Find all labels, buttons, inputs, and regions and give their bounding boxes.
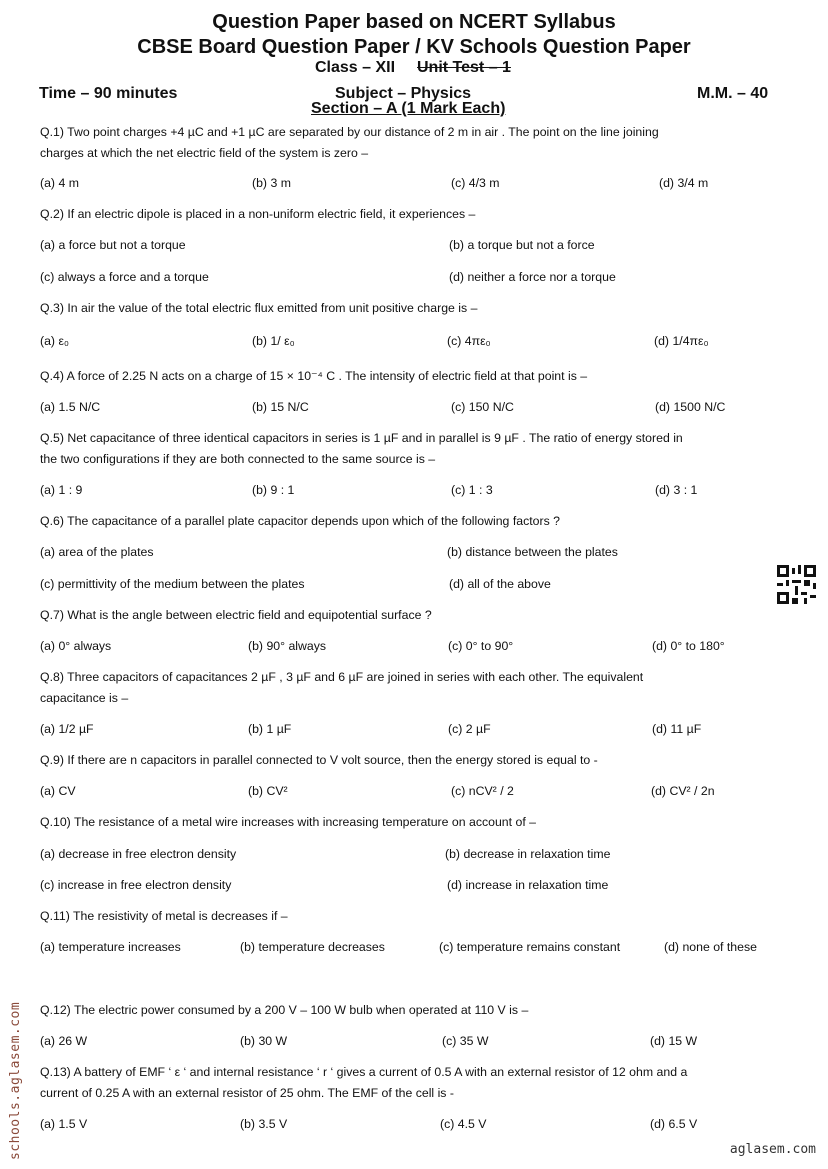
option-d: (d) 6.5 V	[650, 1117, 698, 1131]
option-b: (b) distance between the plates	[447, 545, 618, 559]
option-b: (b) temperature decreases	[240, 940, 385, 954]
option-b: (b) decrease in relaxation time	[445, 847, 611, 861]
option-c: (c) temperature remains constant	[439, 940, 621, 954]
option-c: (c) 35 W	[442, 1034, 489, 1048]
question-text: Q.6) The capacitance of a parallel plate capacitor depends upon which of the following factors ?	[40, 514, 560, 528]
option-b: (b) a torque but not a force	[449, 238, 595, 252]
question-text: Q.5) Net capacitance of three identical capacitors in series is 1 µF and in parallel is 9 µF . The ratio of energy stored in	[40, 431, 683, 445]
option-d: (d) 11 µF	[652, 722, 702, 736]
question-text: the two configurations if they are both connected to the same source is –	[40, 452, 436, 466]
paper-subtitle: CBSE Board Question Paper / KV Schools Question Paper	[137, 36, 691, 58]
option-d: (d) 3/4 m	[659, 176, 709, 190]
option-a: (a) ε₀	[40, 334, 70, 348]
question-text: current of 0.25 A with an external resistor of 25 ohm. The EMF of the cell is -	[40, 1086, 454, 1100]
option-a: (a) CV	[40, 784, 76, 798]
option-b: (b) 3.5 V	[240, 1117, 288, 1131]
option-c: (c) increase in free electron density	[40, 878, 232, 892]
option-b: (b) 1 µF	[248, 722, 292, 736]
option-b: (b) 30 W	[240, 1034, 288, 1048]
option-c: (c) 0° to 90°	[448, 639, 514, 653]
option-c: (c) 4πε₀	[447, 334, 491, 348]
option-c: (c) 150 N/C	[451, 400, 514, 414]
option-c: (c) permittivity of the medium between the plates	[40, 577, 305, 591]
option-a: (a) 4 m	[40, 176, 79, 190]
question-text: Q.11) The resistivity of metal is decreases if –	[40, 909, 288, 923]
question-text: Q.13) A battery of EMF ‘ ε ‘ and internal resistance ‘ r ‘ gives a current of 0.5 A with an external resistor of 12 ohm and a	[40, 1065, 688, 1079]
qr-code-icon	[777, 565, 816, 604]
option-a: (a) area of the plates	[40, 545, 154, 559]
option-a: (a) 0° always	[40, 639, 112, 653]
question-text: Q.4) A force of 2.25 N acts on a charge of 15 × 10⁻⁴ C . The intensity of electric field at that point is –	[40, 369, 588, 383]
option-b: (b) 90° always	[248, 639, 327, 653]
option-c: (c) 1 : 3	[451, 483, 493, 497]
option-d: (d) none of these	[664, 940, 757, 954]
paper-title: Question Paper based on NCERT Syllabus	[212, 11, 616, 33]
option-d: (d) 3 : 1	[655, 483, 698, 497]
option-c: (c) 2 µF	[448, 722, 491, 736]
question-text: Q.10) The resistance of a metal wire increases with increasing temperature on account of –	[40, 815, 536, 829]
max-marks-label: M.M. – 40	[697, 85, 769, 102]
option-c: (c) nCV² / 2	[451, 784, 514, 798]
option-a: (a) 1.5 V	[40, 1117, 88, 1131]
question-text: Q.2) If an electric dipole is placed in a non-uniform electric field, it experiences –	[40, 207, 476, 221]
option-a: (a) temperature increases	[40, 940, 181, 954]
watermark-left: schools.aglasem.com	[8, 1001, 23, 1160]
option-b: (b) 3 m	[252, 176, 291, 190]
question-text: Q.1) Two point charges +4 µC and +1 µC are separated by our distance of 2 m in air . The point on the line joining	[40, 125, 659, 139]
option-d: (d) CV² / 2n	[651, 784, 715, 798]
option-a: (a) decrease in free electron density	[40, 847, 237, 861]
option-b: (b) 15 N/C	[252, 400, 309, 414]
question-text: Q.3) In air the value of the total electric flux emitted from unit positive charge is –	[40, 301, 478, 315]
class-label: Class – XII	[315, 59, 396, 76]
unit-test-label: Unit Test – 1	[417, 59, 511, 76]
option-c: (c) 4/3 m	[451, 176, 500, 190]
option-a: (a) 26 W	[40, 1034, 88, 1048]
subject-label: Subject – Physics	[335, 85, 472, 102]
option-d: (d) 15 W	[650, 1034, 698, 1048]
option-b: (b) 1/ ε₀	[252, 334, 295, 348]
option-d: (d) increase in relaxation time	[447, 878, 609, 892]
option-d: (d) 1/4πε₀	[654, 334, 709, 348]
question-text: capacitance is –	[40, 691, 129, 705]
option-b: (b) 9 : 1	[252, 483, 295, 497]
option-d: (d) neither a force nor a torque	[449, 270, 616, 284]
option-a: (a) a force but not a torque	[40, 238, 186, 252]
option-c: (c) 4.5 V	[440, 1117, 487, 1131]
option-c: (c) always a force and a torque	[40, 270, 209, 284]
time-label: Time – 90 minutes	[39, 85, 178, 102]
question-text: Q.8) Three capacitors of capacitances 2 µF , 3 µF and 6 µF are joined in series with each other. The equivalent	[40, 670, 644, 684]
watermark-right: aglasem.com	[729, 1142, 816, 1157]
question-text: charges at which the net electric field of the system is zero –	[40, 146, 369, 160]
option-a: (a) 1 : 9	[40, 483, 83, 497]
option-d: (d) 0° to 180°	[652, 639, 725, 653]
option-d: (d) 1500 N/C	[655, 400, 726, 414]
option-d: (d) all of the above	[449, 577, 551, 591]
question-text: Q.7) What is the angle between electric field and equipotential surface ?	[40, 608, 432, 622]
option-a: (a) 1/2 µF	[40, 722, 94, 736]
question-text: Q.12) The electric power consumed by a 200 V – 100 W bulb when operated at 110 V is –	[40, 1003, 529, 1017]
section-heading: Section – A (1 Mark Each)	[311, 100, 506, 117]
option-a: (a) 1.5 N/C	[40, 400, 101, 414]
option-b: (b) CV²	[248, 784, 288, 798]
question-text: Q.9) If there are n capacitors in parallel connected to V volt source, then the energy stored is equal to -	[40, 753, 598, 767]
